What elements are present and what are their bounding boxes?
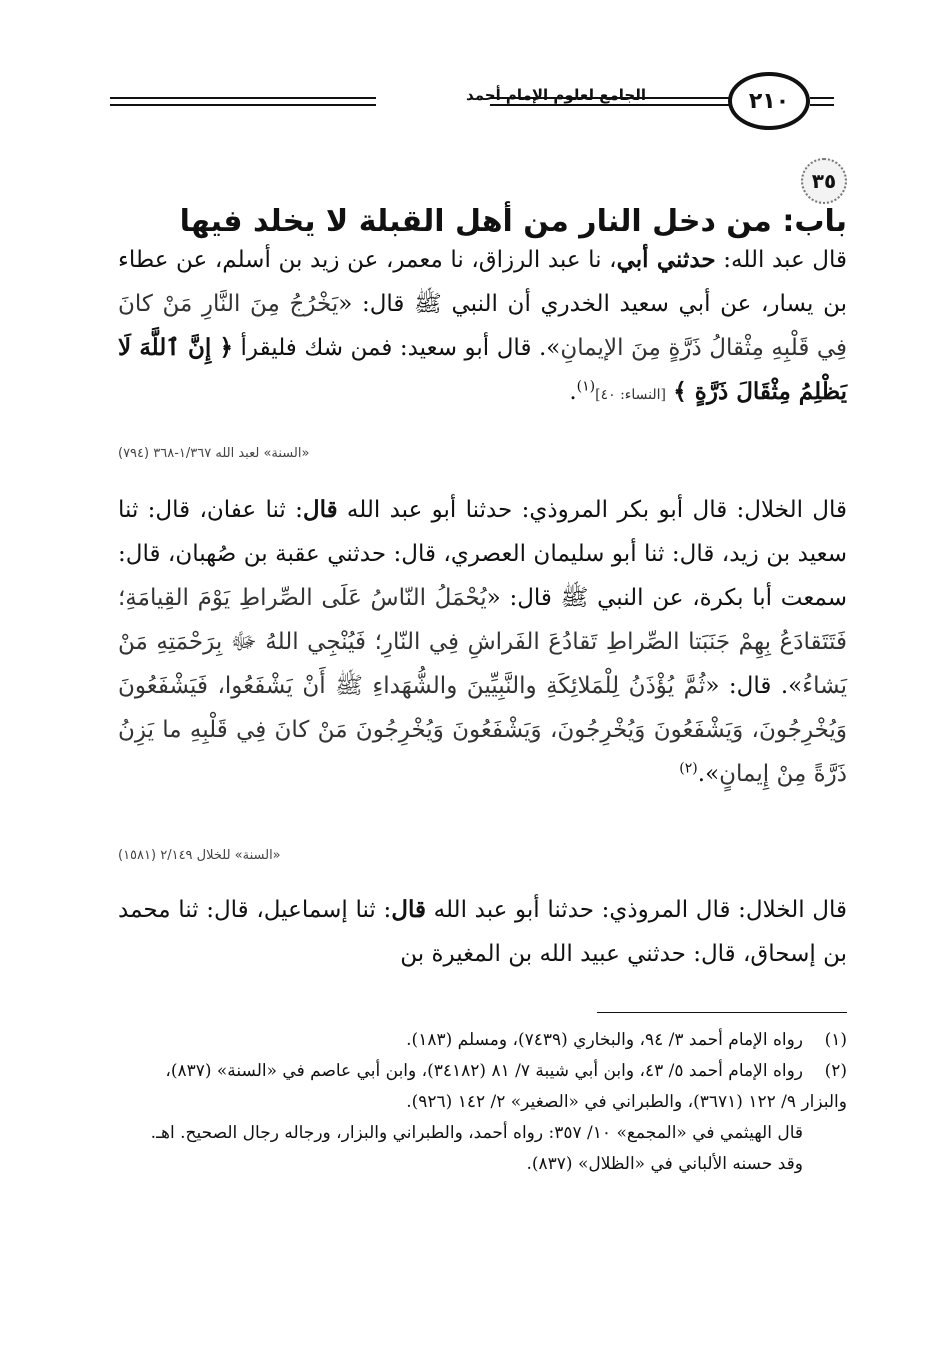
p1-bold: حدثني أبي — [616, 246, 716, 273]
footnote-2-text: رواه الإمام أحمد ٥/ ٤٣، وابن أبي شيبة ٧/ ٨١ (٣٤١٨٢)، وابن أبي عاصم في «السنة» (٨٣٧)، والبزار ٩/ ١٢٢ (٣٦٧١)، والطبراني في «الصغير» ٢/ ١٤٢ (٩٢٦). — [165, 1061, 847, 1112]
p1-end: . — [569, 379, 577, 405]
p1-hadith: يَخْرُجُ مِنَ النَّارِ مَنْ كانَ فِي قَلْبِهِ مِثْقالُ ذَرَّةٍ مِنَ الإيمانِ — [118, 291, 848, 361]
running-header — [110, 72, 834, 130]
footnote-2-number: (٢) — [824, 1061, 847, 1081]
footnote-2-continuation-2: وقد حسنه الألباني في «الظلال» (٨٣٧). — [526, 1154, 803, 1174]
header-rule-left — [110, 97, 376, 106]
p1-quran-ref: [النساء: ٤٠] — [595, 387, 666, 403]
p3-text1: : ثنا إسماعيل، قال: ثنا محمد بن إسحاق، قال: حدثني عبيد الله بن المغيرة بن — [118, 897, 847, 967]
chapter-number-ornament: ٣٥ — [801, 158, 847, 204]
p2-hadith: يُحْمَلُ النّاسُ عَلَى الصِّراطِ يَوْمَ القِيامَةِ؛ فَتَتَقادَعُ بِهِمْ جَنَبَتا الصِّراطِ تَقادُعَ الفَراشِ فِي النّارِ؛ فَيُنْجِي اللهُ ﷻ بِرَحْمَتِهِ مَنْ يَشاءُ — [118, 585, 847, 699]
paragraph-3 — [118, 888, 847, 976]
p2-end: ». — [697, 761, 720, 787]
page-number: ٢١٠ — [748, 88, 790, 114]
page-number-badge — [728, 72, 810, 130]
paragraph-2 — [118, 488, 847, 796]
p1-footnote-mark: (١) — [576, 378, 596, 395]
chapter-heading — [170, 158, 847, 239]
p2-footnote-mark: (٢) — [679, 760, 698, 777]
p1-quran-verse: ﴿ إِنَّ ٱللَّهَ لَا يَظْلِمُ مِثْقَالَ ذَرَّةٍ ﴾ — [118, 334, 847, 405]
footnote-2-continuation-1: قال الهيثمي في «المجمع» ١٠/ ٣٥٧: رواه أحمد، والطبراني والبزار، ورجاله رجال الصحيح. اهـ. — [150, 1123, 803, 1143]
footnote-1-text: رواه الإمام أحمد ٣/ ٩٤، والبخاري (٧٤٣٩)، ومسلم (١٨٣). — [406, 1030, 803, 1050]
p1-text2: ». قال أبو سعيد: فمن شك فليقرأ — [233, 335, 561, 361]
source-citation-2: «السنة» للخلال ٢/١٤٩ (١٥٨١) — [118, 848, 281, 863]
p1-text1: ، نا عبد الرزاق، نا معمر، عن زيد بن أسلم، عن عطاء بن يسار، عن أبي سعيد الخدري أن النبي ﷺ قال: « — [118, 247, 847, 317]
footnote-separator — [597, 1012, 847, 1013]
p2-hadith-2: ثُمَّ يُؤْذَنُ لِلْمَلائِكَةِ والنَّبِيِّينَ والشُّهَداءِ ﷺ أَنْ يَشْفَعُوا، فَيَشْفَعُونَ وَيُخْرِجُونَ، وَيَشْفَعُونَ وَيُخْرِجُونَ، وَيَشْفَعُونَ وَيُخْرِجُونَ مَنْ كانَ فِي قَلْبِهِ ما يَزِنُ ذَرَّةً مِنْ إِيمانٍ — [118, 673, 847, 787]
p1-lead: قال عبد الله: — [715, 247, 847, 273]
p2-text2: ». قال: « — [705, 673, 803, 699]
p2-text1: : ثنا عفان، قال: ثنا سعيد بن زيد، قال: ثنا أبو سليمان العصري، قال: حدثني عقبة بن صُهبان، قال: سمعت أبا بكرة، عن النبي ﷺ قال: « — [118, 497, 847, 611]
running-title: الجامع لعلوم الإمام أحمد — [466, 86, 646, 104]
p2-bold: قال — [302, 496, 338, 523]
p3-lead: قال الخلال: قال المروذي: حدثنا أبو عبد الله — [425, 897, 847, 923]
source-citation-1: «السنة» لعبد الله ١/٣٦٧-٣٦٨ (٧٩٤) — [118, 446, 310, 461]
footnote-2 — [118, 1056, 847, 1118]
header-rule-right — [810, 97, 834, 106]
p3-bold: قال — [391, 896, 426, 923]
p2-lead: قال الخلال: قال أبو بكر المروذي: حدثنا أبو عبد الله — [337, 497, 847, 523]
footnote-1-number: (١) — [824, 1030, 847, 1050]
footnote-1 — [118, 1025, 847, 1056]
chapter-title: باب: من دخل النار من أهل القبلة لا يخلد فيها — [179, 204, 847, 239]
footnotes — [118, 1025, 847, 1180]
paragraph-1 — [118, 238, 847, 417]
